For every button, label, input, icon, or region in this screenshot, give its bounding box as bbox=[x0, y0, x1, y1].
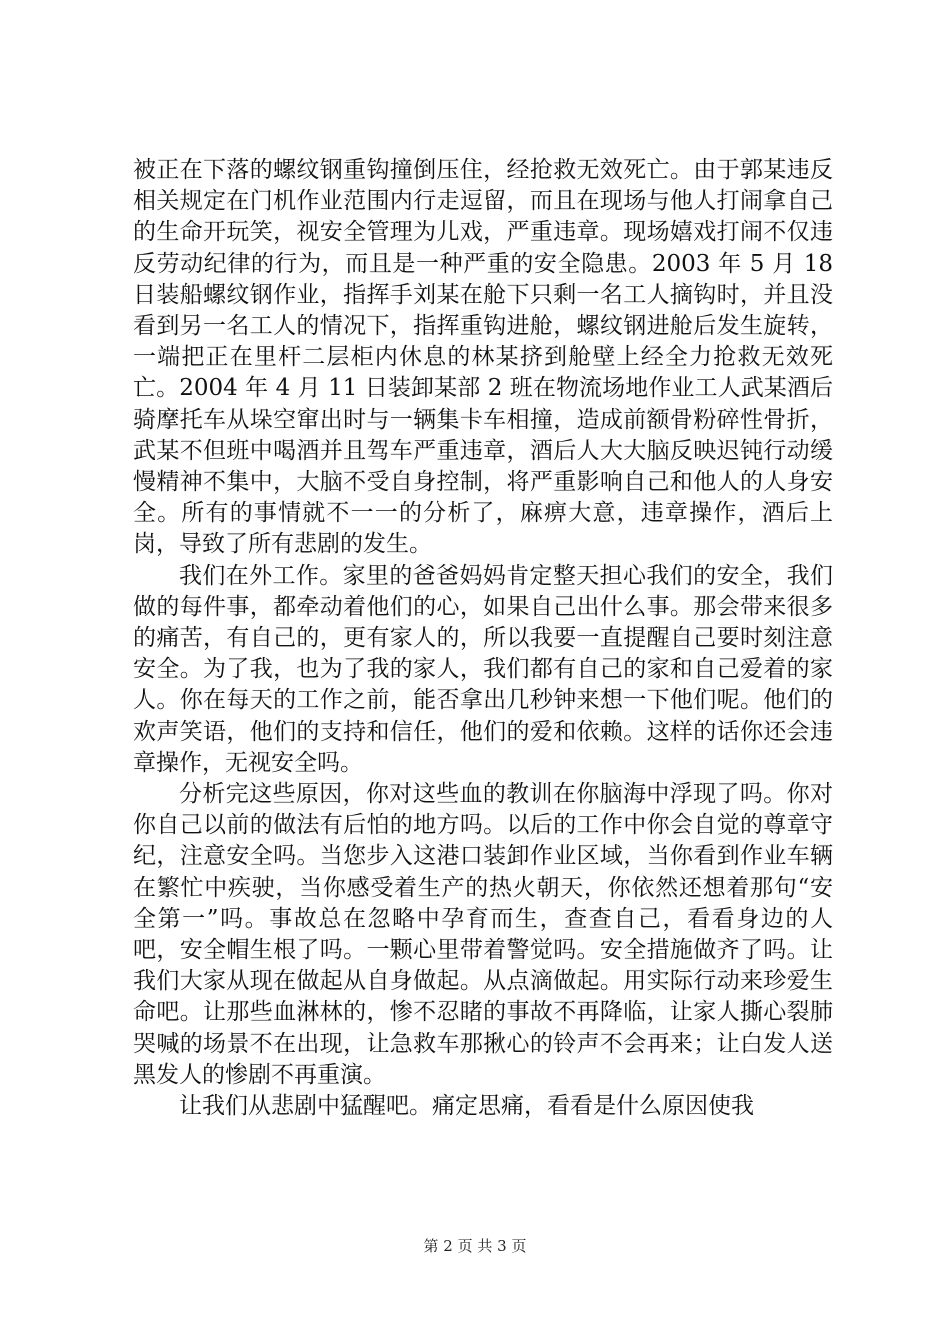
paragraph-accident-cases: 被正在下落的螺纹钢重钩撞倒压住，经抢救无效死亡。由于郭某违反相关规定在门机作业范围内行走逗留，而且在现场与他人打闹拿自己的生命开玩笑，视安全管理为儿戏，严重违章。现场嬉戏打闹不仅违反劳动纪律的行为，而且是一种严重的安全隐患。2003 年 5 月 18 日装船螺纹钢作业，指挥手刘某在舱下只剩一名工人摘钩时，并且没看到另一名工人的情况下，指挥重钩进舱，螺纹钢进舱后发生旋转，一端把正在里杆二层柜内休息的林某挤到舱壁上经全力抢救无效死亡。2004 年 4 月 11 日装卸某部 2 班在物流场地作业工人武某酒后骑摩托车从垛空窜出时与一辆集卡车相撞，造成前额骨粉碎性骨折，武某不但班中喝酒并且驾车严重违章，酒后人大大脑反映迟钝行动缓慢精神不集中，大脑不受自身控制，将严重影响自己和他人的人身安全。所有的事情就不一一的分析了，麻痹大意，违章操作，酒后上岗，导致了所有悲剧的发生。 bbox=[133, 157, 833, 558]
paragraph-reflection: 分析完这些原因，你对这些血的教训在你脑海中浮现了吗。你对你自己以前的做法有后怕的地方吗。以后的工作中你会自觉的尊章守纪，注意安全吗。当您步入这港口装卸作业区域，当你看到作业车辆在繁忙中疾驶，当你感受着生产的热火朝天，你依然还想着那句“安全第一”吗。事故总在忽略中孕育而生，查查自己，看看身边的人吧，安全帽生根了吗。一颗心里带着警觉吗。安全措施做齐了吗。让我们大家从现在做起从自身做起。从点滴做起。用实际行动来珍爱生命吧。让那些血淋林的，惨不忍睹的事故不再降临，让家人撕心裂肺哭喊的场景不在出现，让急救车那揪心的铃声不会再来；让白发人送黑发人的惨剧不再重演。 bbox=[133, 781, 833, 1088]
body-text bbox=[133, 155, 833, 1122]
paragraph-awaken: 让我们从悲剧中猛醒吧。痛定思痛，看看是什么原因使我 bbox=[179, 1093, 754, 1120]
page-number-footer: 第 2 页 共 3 页 bbox=[423, 1237, 527, 1255]
paragraph-family: 我们在外工作。家里的爸爸妈妈肯定整天担心我们的安全，我们做的每件事，都牵动着他们的心，如果自己出什么事。那会带来很多的痛苦，有自己的，更有家人的，所以我要一直提醒自己要时刻注意安全。为了我，也为了我的家人，我们都有自己的家和自己爱着的家人。你在每天的工作之前，能否拿出几秒钟来想一下他们呢。他们的欢声笑语，他们的支持和信任，他们的爱和依赖。这样的话你还会违章操作，无视安全吗。 bbox=[133, 562, 833, 776]
